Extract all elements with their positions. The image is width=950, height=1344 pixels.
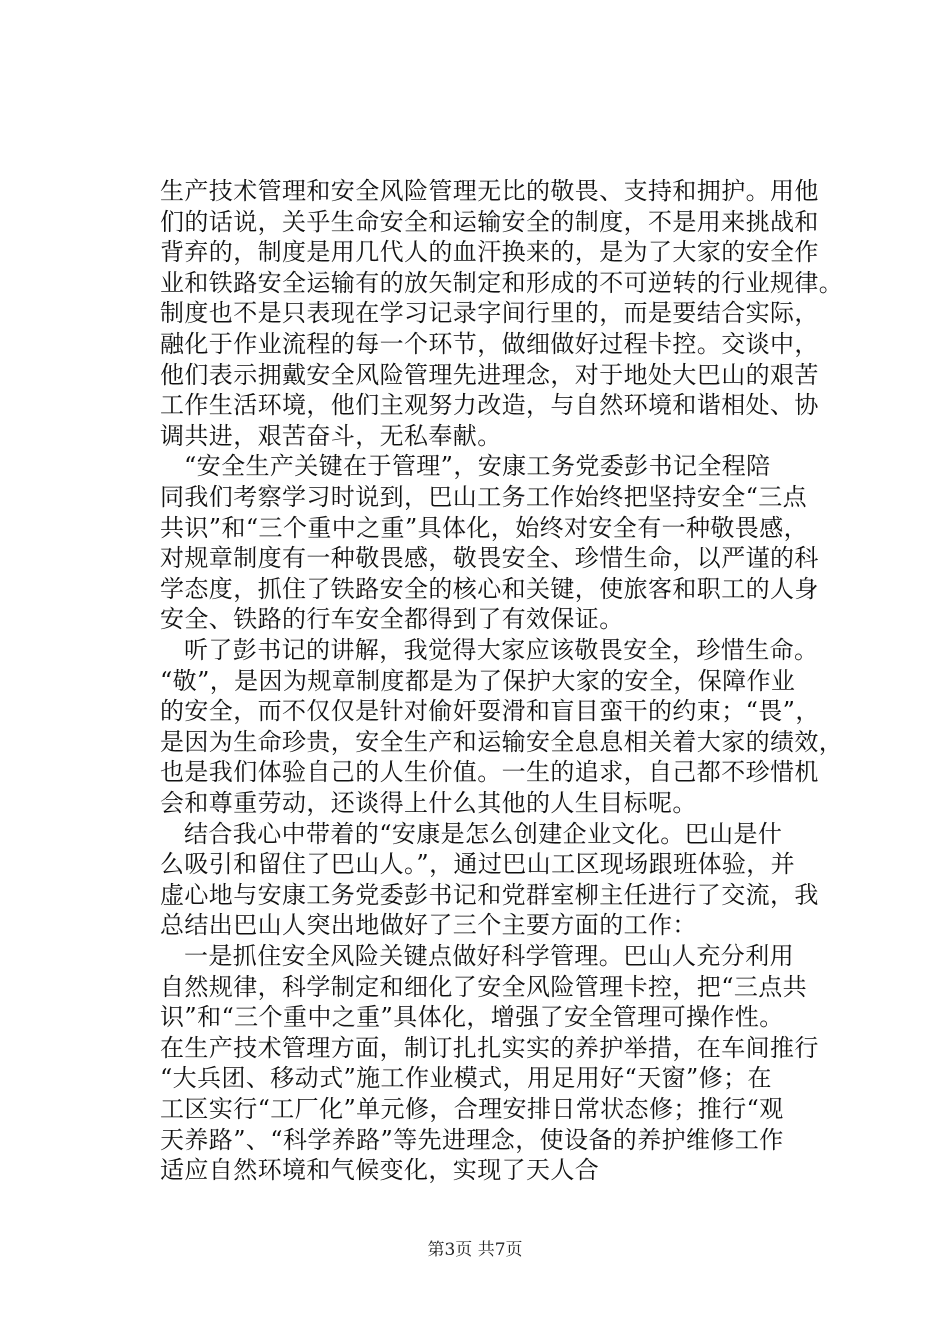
- text-line: 制度也不是只表现在学习记录字间行里的，而是要结合实际，: [160, 299, 819, 327]
- text-line: 对规章制度有一种敬畏感，敬畏安全、珍惜生命，以严谨的科: [160, 544, 819, 572]
- text-line: 工作生活环境，他们主观努力改造，与自然环境和谐相处、协: [160, 391, 819, 419]
- text-line: 适应自然环境和气候变化，实现了天人合: [160, 1156, 600, 1184]
- text-line: 他们表示拥戴安全风险管理先进理念，对于地处大巴山的艰苦: [160, 361, 819, 389]
- text-line: 自然规律，科学制定和细化了安全风险管理卡控，把“三点共: [160, 973, 808, 1001]
- text-line: 的安全，而不仅仅是针对偷奸耍滑和盲目蛮干的约束；“畏”，: [160, 697, 820, 725]
- text-line: 融化于作业流程的每一个环节，做细做好过程卡控。交谈中，: [160, 330, 819, 358]
- text-line: 学态度，抓住了铁路安全的核心和关键，使旅客和职工的人身: [160, 575, 819, 603]
- page-number-footer: 第3页 共7页: [427, 1240, 523, 1260]
- text-line: 识”和“三个重中之重”具体化，增强了安全管理可操作性。: [160, 1003, 784, 1031]
- text-line: 虚心地与安康工务党委彭书记和党群室柳主任进行了交流，我: [160, 881, 819, 909]
- text-line: 调共进，艰苦奋斗，无私奉献。: [160, 422, 502, 450]
- text-line: 天养路”、“科学养路”等先进理念，使设备的养护维修工作: [160, 1126, 784, 1154]
- text-line: 在生产技术管理方面，制订扎扎实实的养护举措，在车间推行: [160, 1034, 819, 1062]
- paragraph-first-line: 结合我心中带着的“安康是怎么创建企业文化。巴山是什: [184, 820, 783, 848]
- text-line: 么吸引和留住了巴山人。”，通过巴山工区现场跟班体验，并: [160, 850, 796, 878]
- text-line: “敬”，是因为规章制度都是为了保护大家的安全，保障作业: [160, 667, 796, 695]
- text-line: 会和尊重劳动，还谈得上什么其他的人生目标呢。: [160, 789, 697, 817]
- text-line: “大兵团、移动式”施工作业模式，用足用好“天窗”修；在: [160, 1064, 772, 1092]
- text-line: 同我们考察学习时说到，巴山工务工作始终把坚持安全“三点: [160, 483, 808, 511]
- text-line: 生产技术管理和安全风险管理无比的敬畏、支持和拥护。用他: [160, 177, 819, 205]
- text-line: 业和铁路安全运输有的放矢制定和形成的不可逆转的行业规律。: [160, 269, 844, 297]
- paragraph-first-line: 一是抓住安全风险关键点做好科学管理。巴山人充分利用: [184, 942, 794, 970]
- text-line: 总结出巴山人突出地做好了三个主要方面的工作：: [160, 911, 697, 939]
- text-line: 安全、铁路的行车安全都得到了有效保证。: [160, 605, 624, 633]
- text-line: 背弃的，制度是用几代人的血汗换来的，是为了大家的安全作: [160, 238, 819, 266]
- text-line: 共识”和“三个重中之重”具体化，始终对安全有一种敬畏感，: [160, 514, 809, 542]
- text-line: 们的话说，关乎生命安全和运输安全的制度，不是用来挑战和: [160, 208, 819, 236]
- paragraph-first-line: 听了彭书记的讲解，我觉得大家应该敬畏安全，珍惜生命。: [184, 636, 819, 664]
- text-line: 是因为生命珍贵，安全生产和运输安全息息相关着大家的绩效，: [160, 728, 844, 756]
- text-line: 工区实行“工厂化”单元修，合理安排日常状态修；推行“观: [160, 1095, 784, 1123]
- text-line: 也是我们体验自己的人生价值。一生的追求，自己都不珍惜机: [160, 758, 819, 786]
- paragraph-first-line: “安全生产关键在于管理”，安康工务党委彭书记全程陪: [184, 452, 771, 480]
